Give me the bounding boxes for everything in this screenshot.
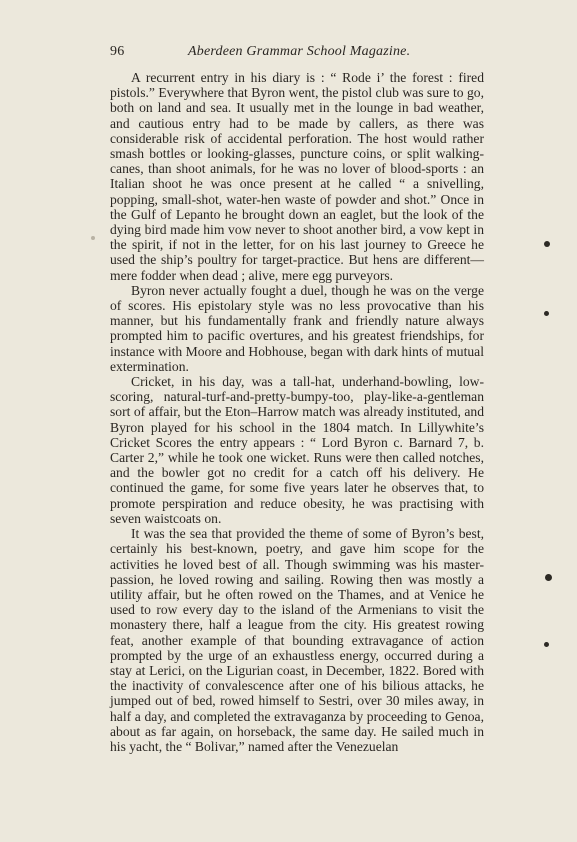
margin-mark (544, 311, 549, 316)
paragraph-cricket: Cricket, in his day, was a tall-hat, underhand-bowling, low-scoring, natural-turf-and-pretty-bumpy-too, play-like-a-gentleman sort of affair, but the Eton–Harrow match was already instituted, and Byron played for his school in the 1804 match. In Lillywhite’s Cricket Scores the entry appears : “ Lord Byron c. Barnard 7, b. Carter 2,” while he took one wicket. Runs were then called notches, and the bowler got no credit for a catch off his delivery. He continued the game, for some five years later he observes that, to promote perspiration and reduce obesity, he was practising with seven waistcoats on. (110, 374, 484, 526)
paragraph-duels: Byron never actually fought a duel, though he was on the verge of scores. His epistolary style was no less provocative than his manner, but his fundamentally frank and friendly nature always prompted him to pacific overtures, and his greatest friendships, for instance with Moore and Hobhouse, began with dark hints of mutual extermination. (110, 282, 484, 374)
margin-mark (544, 642, 549, 647)
paragraph-pistols: A recurrent entry in his diary is : “ Rode i’ the forest : fired pistols.” Everywhere that Byron went, the pistol club was sure to go, both on land and sea. It usually met in the lounge in bad weather, and cautious entry had to be made by callers, as there was considerable risk of accidental perforation. The host would rather smash bottles or looking-glasses, puncture coins, or split walking-canes, than shoot animals, for he was no lover of blood-sports : an Italian shoot he was once present at he called “ a snivelling, popping, small-shot, water-hen waste of powder and shot.” Once in the Gulf of Lepanto he brought down an eaglet, but the look of the dying bird made him vow never to shoot another bird, a vow kept in the spirit, if not in the letter, for on his last journey to Greece he used the ship’s poultry for target-practice. But hens are different—mere fodder when dead ; alive, mere egg purveyors. (110, 70, 484, 283)
page-header (110, 44, 485, 64)
margin-mark (545, 574, 552, 581)
paragraph-sea: It was the sea that provided the theme of some of Byron’s best, certainly his best-known, poetry, and gave him scope for the activities he loved best of all. Though swimming was his master-passion, he loved rowing and sailing. Rowing then was mostly a utility affair, but he often rowed on the Thames, and at Venice he used to row every day to the island of the Armenians to visit the monastery there, half a league from the city. His greatest rowing feat, another example of that bounding extravagance of action prompted by the urge of an exhaustless energy, occurred during a stay at Lerici, on the Ligurian coast, in December, 1822. Bored with the inactivity of convalescence after one of his bilious attacks, he jumped out of bed, rowed himself to Sestri, over 30 miles away, in half a day, and completed the extravaganza by proceeding to Genoa, about as far again, on horseback, the same day. He sailed much in his yacht, the “ Bolivar,” named after the Venezuelan (110, 526, 484, 754)
margin-mark (91, 236, 95, 240)
margin-mark (544, 241, 550, 247)
article-body (110, 70, 484, 754)
running-title: Aberdeen Grammar School Magazine. (188, 44, 411, 59)
page-number: 96 (110, 44, 125, 59)
